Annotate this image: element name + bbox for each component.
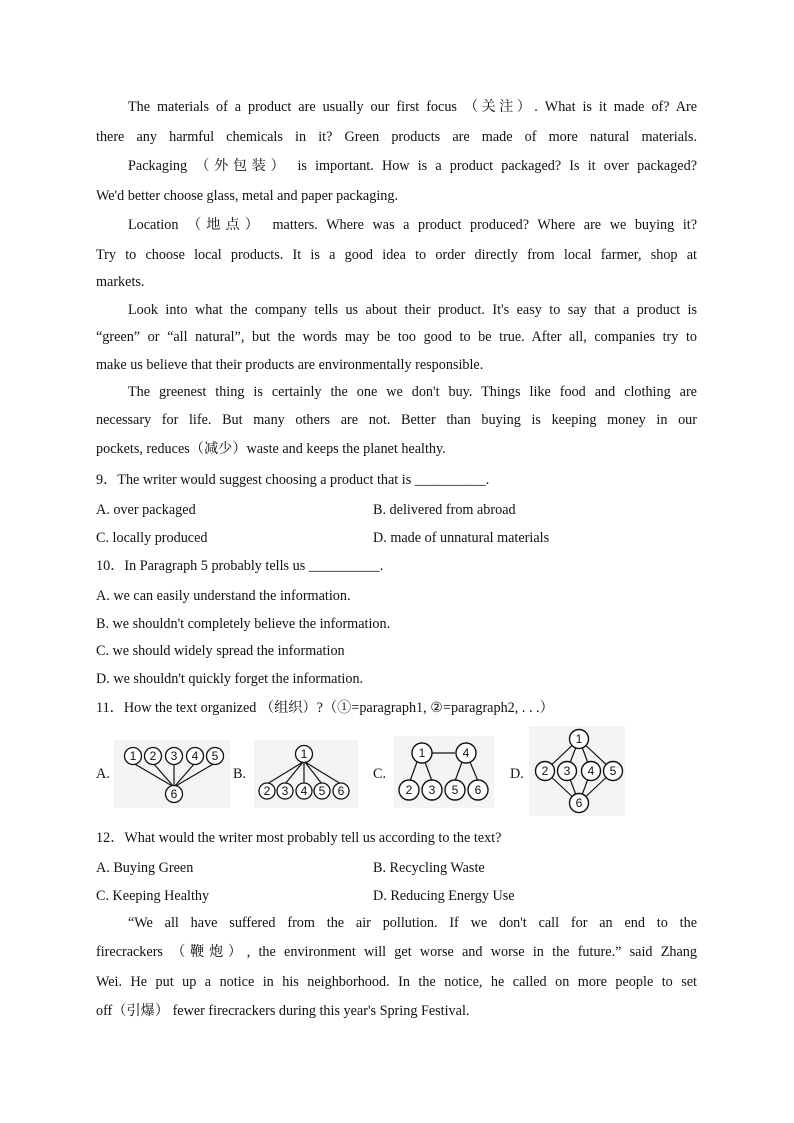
question-12-option-a[interactable]: A. Buying Green — [96, 860, 194, 876]
diagram-c-node-6: 6 — [474, 783, 482, 797]
question-9-option-b[interactable]: B. delivered from abroad — [373, 502, 516, 518]
passage-p1-line1: The materials of a product are usually our first focus （关注）. What is it made of? Are — [128, 99, 697, 115]
passage-p5-line1: The greenest thing is certainly the one we don't buy. Things like food and clothing are — [128, 384, 697, 400]
diagram-a-node-2: 2 — [149, 749, 157, 763]
diagram-d-node-4: 4 — [587, 764, 595, 778]
diagram-d-node-5: 5 — [609, 764, 617, 778]
passage-p5-line2: necessary for life. But many others are not. Better than buying is keeping money in our — [96, 412, 697, 428]
diagram-c-node-2: 2 — [405, 783, 413, 797]
diagram-c-node-1: 1 — [418, 746, 426, 760]
passage-p2-line1: Packaging （外包装） is important. How is a product packaged? Is it over packaged? — [128, 158, 697, 174]
diagram-a-node-3: 3 — [170, 749, 178, 763]
question-12-option-b[interactable]: B. Recycling Waste — [373, 860, 485, 876]
diagram-c-node-5: 5 — [451, 783, 459, 797]
diagram-b-node-3: 3 — [281, 784, 289, 798]
question-10-stem: 10．In Paragraph 5 probably tells us __________. — [96, 558, 384, 574]
passage-p4-line2: “green” or “all natural”, but the words may be too good to be true. After all, companies try to — [96, 329, 697, 345]
diagram-d-node-6: 6 — [575, 796, 583, 810]
diagram-d-node-1: 1 — [575, 732, 583, 746]
diagram-b-node-4: 4 — [300, 784, 308, 798]
next-passage-line2: firecrackers （鞭炮）, the environment will get worse and worse in the future.” said Zhang — [96, 944, 697, 960]
diagram-b-node-1: 1 — [300, 747, 308, 761]
diagram-b-node-6: 6 — [337, 784, 345, 798]
diagram-a-node-1: 1 — [129, 749, 137, 763]
question-12-stem: 12．What would the writer most probably tell us according to the text? — [96, 830, 502, 846]
question-9-option-c[interactable]: C. locally produced — [96, 530, 208, 546]
passage-p5-line3: pockets, reduces（减少）waste and keeps the planet healthy. — [96, 441, 446, 457]
question-9-option-a[interactable]: A. over packaged — [96, 502, 196, 518]
passage-p3-line1: Location （地点） matters. Where was a product produced? Where are we buying it? — [128, 217, 697, 233]
passage-p3-line3: markets. — [96, 274, 145, 290]
passage-p4-line1: Look into what the company tells us about their product. It's easy to say that a product is — [128, 302, 697, 318]
question-10-option-d[interactable]: D. we shouldn't quickly forget the information. — [96, 671, 364, 687]
question-11-option-b-label[interactable]: B. — [233, 766, 247, 782]
passage-p2-line2: We'd better choose glass, metal and paper packaging. — [96, 188, 398, 204]
question-9-option-d[interactable]: D. made of unnatural materials — [373, 530, 550, 546]
structure-diagram-a[interactable] — [114, 740, 230, 808]
passage-p1-line2: there any harmful chemicals in it? Green products are made of more natural materials. — [96, 129, 697, 145]
question-12-option-c[interactable]: C. Keeping Healthy — [96, 888, 210, 904]
structure-diagram-b[interactable] — [254, 740, 358, 808]
passage-p4-line3: make us believe that their products are environmentally responsible. — [96, 357, 484, 373]
diagram-b-node-5: 5 — [318, 784, 326, 798]
diagram-a-node-4: 4 — [191, 749, 199, 763]
diagram-c-node-3: 3 — [428, 783, 436, 797]
diagram-c-node-4: 4 — [462, 746, 470, 760]
passage-p3-line2: Try to choose local products. It is a good idea to order directly from local farmer, shop at — [96, 247, 697, 263]
next-passage-line3: Wei. He put up a notice in his neighborhood. In the notice, he called on more people to set — [96, 974, 697, 990]
question-12-option-d[interactable]: D. Reducing Energy Use — [373, 888, 515, 904]
next-passage-line4: off（引爆） fewer firecrackers during this year's Spring Festival. — [96, 1003, 470, 1019]
question-10-option-c[interactable]: C. we should widely spread the information — [96, 643, 345, 659]
diagram-b-node-2: 2 — [263, 784, 271, 798]
diagram-a-node-5: 5 — [211, 749, 219, 763]
question-11-option-a-label[interactable]: A. — [96, 766, 110, 782]
diagram-d-node-3: 3 — [563, 764, 571, 778]
diagram-a-node-6: 6 — [170, 787, 178, 801]
question-11-stem: 11．How the text organized （组织）?（①=paragraph1, ②=paragraph2, . . .） — [96, 700, 554, 716]
question-10-option-b[interactable]: B. we shouldn't completely believe the information. — [96, 616, 391, 632]
structure-diagram-c[interactable] — [394, 736, 494, 808]
question-11-option-d-label[interactable]: D. — [510, 766, 524, 782]
diagram-d-node-2: 2 — [541, 764, 549, 778]
next-passage-line1: “We all have suffered from the air pollution. If we don't call for an end to the — [128, 915, 697, 931]
question-9-stem: 9．The writer would suggest choosing a product that is __________. — [96, 472, 490, 488]
question-10-option-a[interactable]: A. we can easily understand the information. — [96, 588, 351, 604]
structure-diagram-d[interactable] — [529, 726, 625, 816]
question-11-option-c-label[interactable]: C. — [373, 766, 387, 782]
